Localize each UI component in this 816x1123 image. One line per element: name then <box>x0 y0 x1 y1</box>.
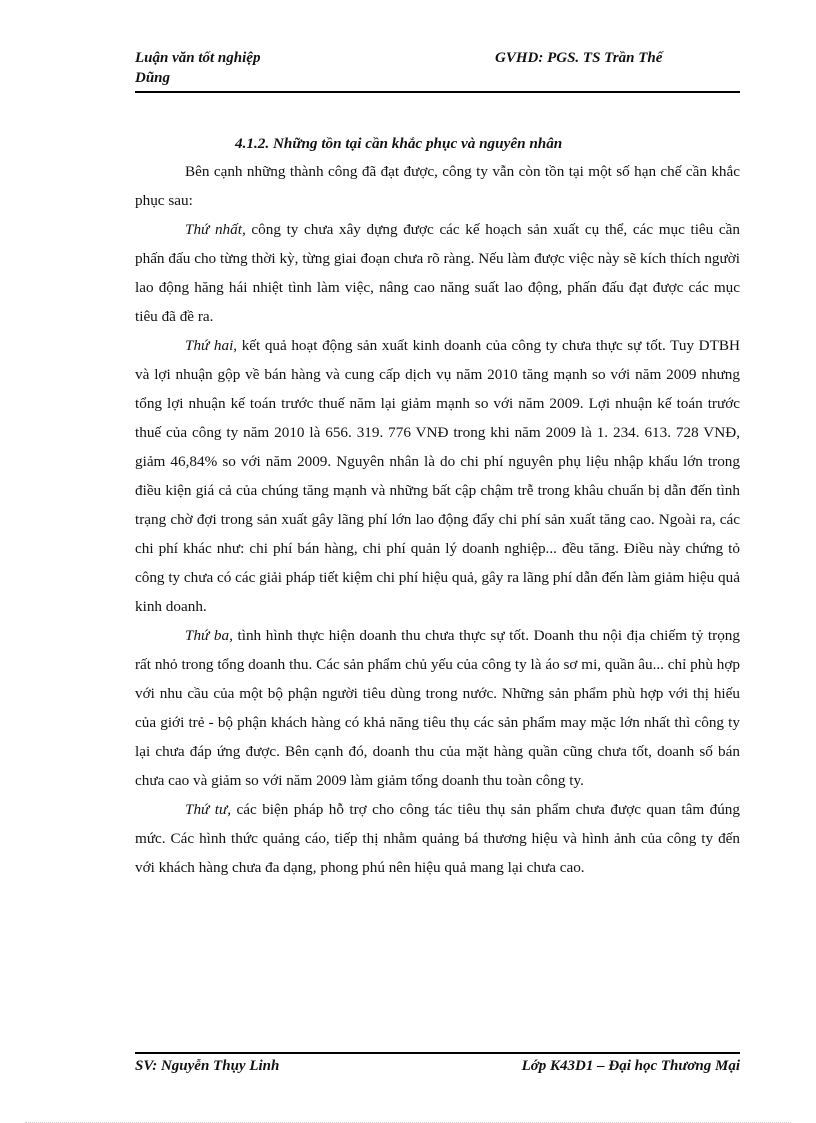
header-divider <box>135 91 740 93</box>
header-advisor: GVHD: PGS. TS Trần Thế <box>495 50 663 66</box>
section-heading: 4.1.2. Những tồn tại cần khắc phục và nguyên nhân <box>235 135 563 152</box>
page-header <box>135 48 740 92</box>
paragraph-lead: Thứ ba, <box>185 627 233 644</box>
paragraph-text: các biện pháp hỗ trợ cho công tác tiêu thụ sản phẩm chưa được quan tâm đúng mức. Các hình thức quảng cáo, tiếp thị nhằm quảng bá thương hiệu và hình ảnh của công ty đến với khách hàng chưa đa dạng, phong phú nên hiệu quả mang lại chưa cao. <box>135 801 740 876</box>
paragraph-third <box>135 621 740 795</box>
paragraph-second <box>135 331 740 621</box>
paragraph-lead: Thứ hai, <box>185 337 238 354</box>
footer-divider <box>135 1052 740 1054</box>
footer-class: Lớp K43D1 – Đại học Thương Mại <box>521 1058 740 1074</box>
paragraph-text: công ty chưa xây dựng được các kế hoạch sản xuất cụ thể, các mục tiêu cần phấn đấu cho từng thời kỳ, từng giai đoạn chưa rõ ràng. Nếu làm được việc này sẽ kích thích người lao động hăng hái nhiệt tình làm việc, nâng cao năng suất lao động, phấn đấu đạt được các mục tiêu đã đề ra. <box>135 221 740 325</box>
intro-paragraph: Bên cạnh những thành công đã đạt được, công ty vẫn còn tồn tại một số hạn chế cần khắc phục sau: <box>135 163 740 209</box>
paragraph-lead: Thứ tư, <box>185 801 232 818</box>
paragraph-text: tình hình thực hiện doanh thu chưa thực sự tốt. Doanh thu nội địa chiếm tỷ trọng rất nhỏ trong tổng doanh thu. Các sản phẩm chủ yếu của công ty là áo sơ mi, quần âu... chỉ phù hợp với nhu cầu của một bộ phận người tiêu dùng trong nước. Những sản phẩm phù hợp với thị hiếu của giới trẻ - bộ phận khách hàng có khả năng tiêu thụ các sản phẩm may mặc lớn nhất thì công ty lại chưa đáp ứng được. Bên cạnh đó, doanh thu của mặt hàng quần cũng chưa tốt, doanh số bán chưa cao và giảm so với năm 2009 làm giảm tổng doanh thu toàn công ty. <box>135 627 740 789</box>
document-body <box>135 130 740 882</box>
paragraph-lead: Thứ nhất, <box>185 221 246 238</box>
paragraph-text: kết quả hoạt động sản xuất kinh doanh của công ty chưa thực sự tốt. Tuy DTBH và lợi nhuận gộp về bán hàng và cung cấp dịch vụ năm 2010 tăng mạnh so với năm 2009 nhưng tổng lợi nhuận kế toán trước thuế năm lại giảm mạnh so với năm 2009. Lợi nhuận kế toán trước thuế của công ty năm 2010 là 656. 319. 776 VNĐ trong khi năm 2009 là 1. 234. 613. 728 VNĐ, giảm 46,84% so với năm 2009. Nguyên nhân là do chi phí nguyên phụ liệu nhập khẩu lớn trong điều kiện giá cả của chúng tăng mạnh và những bất cập chậm trễ trong khâu chuẩn bị dẫn đến tình trạng chờ đợi trong sản xuất gây lãng phí lớn lao động đẩy chi phí sản xuất tăng cao. Ngoài ra, các chi phí khác như: chi phí bán hàng, chi phí quản lý doanh nghiệp... đều tăng. Điều này chứng tỏ công ty chưa có các giải pháp tiết kiệm chi phí hiệu quả, gây ra lãng phí dẫn đến làm giảm hiệu quả kinh doanh. <box>135 337 740 615</box>
header-advisor-wrap: Dũng <box>135 70 171 86</box>
paragraph-fourth <box>135 795 740 882</box>
footer-student: SV: Nguyễn Thụy Linh <box>135 1058 280 1074</box>
page-footer <box>135 1056 740 1078</box>
header-thesis-label: Luận văn tốt nghiệp <box>135 50 261 66</box>
paragraph-first <box>135 215 740 331</box>
